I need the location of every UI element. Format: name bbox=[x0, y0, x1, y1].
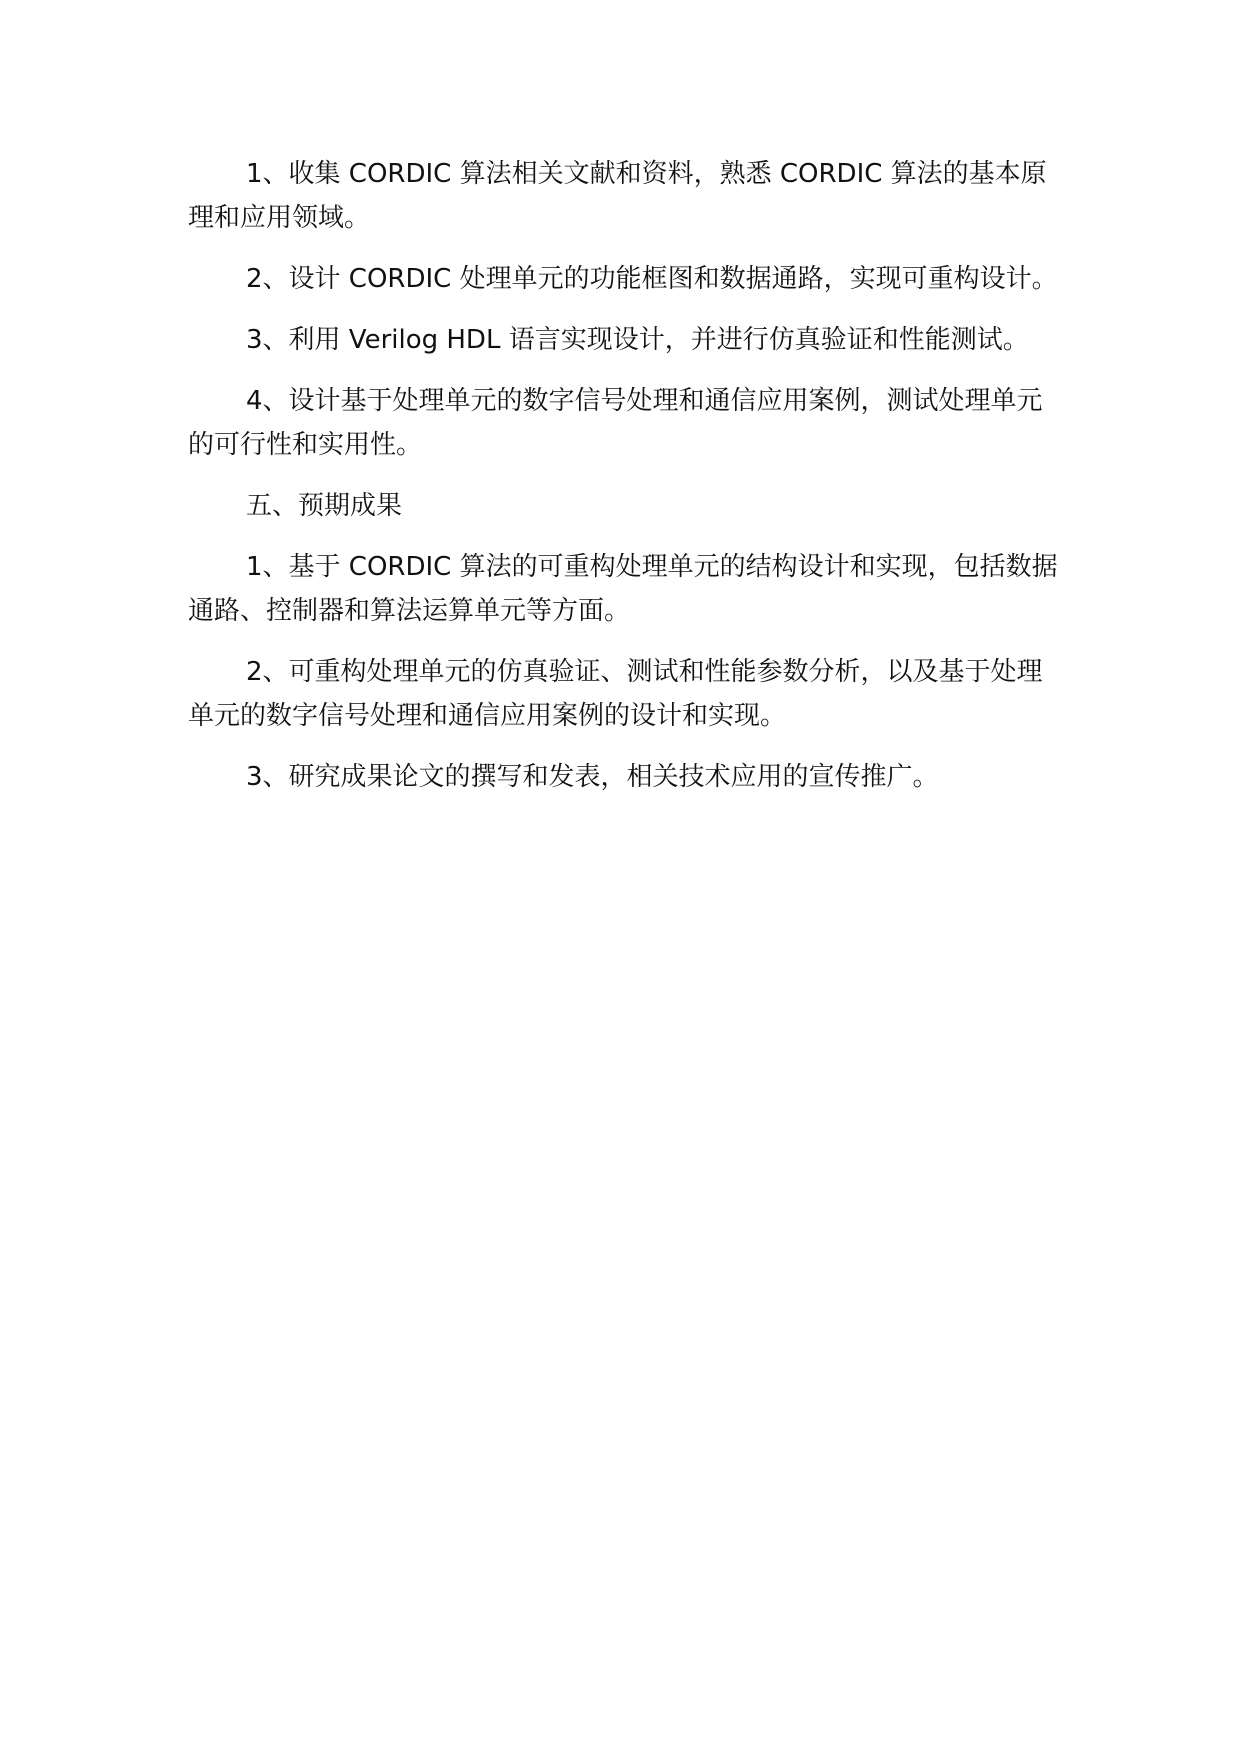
paragraph-step-2: 2、设计 CORDIC 处理单元的功能框图和数据通路，实现可重构设计。 bbox=[246, 264, 1058, 294]
document-body bbox=[188, 152, 1066, 816]
section-heading-expected-results: 五、预期成果 bbox=[246, 491, 403, 521]
paragraph-step-4: 4、设计基于处理单元的数字信号处理和通信应用案例，测试处理单元的可行性和实用性。 bbox=[188, 386, 1043, 460]
paragraph-step-3: 3、利用 Verilog HDL 语言实现设计，并进行仿真验证和性能测试。 bbox=[246, 325, 1029, 355]
paragraph-result-1: 1、基于 CORDIC 算法的可重构处理单元的结构设计和实现，包括数据通路、控制器和算法运算单元等方面。 bbox=[188, 552, 1058, 626]
paragraph-step-1: 1、收集 CORDIC 算法相关文献和资料，熟悉 CORDIC 算法的基本原理和应用领域。 bbox=[188, 159, 1047, 233]
paragraph-result-3: 3、研究成果论文的撰写和发表，相关技术应用的宣传推广。 bbox=[246, 762, 939, 792]
paragraph-result-2: 2、可重构处理单元的仿真验证、测试和性能参数分析，以及基于处理单元的数字信号处理和通信应用案例的设计和实现。 bbox=[188, 657, 1043, 731]
